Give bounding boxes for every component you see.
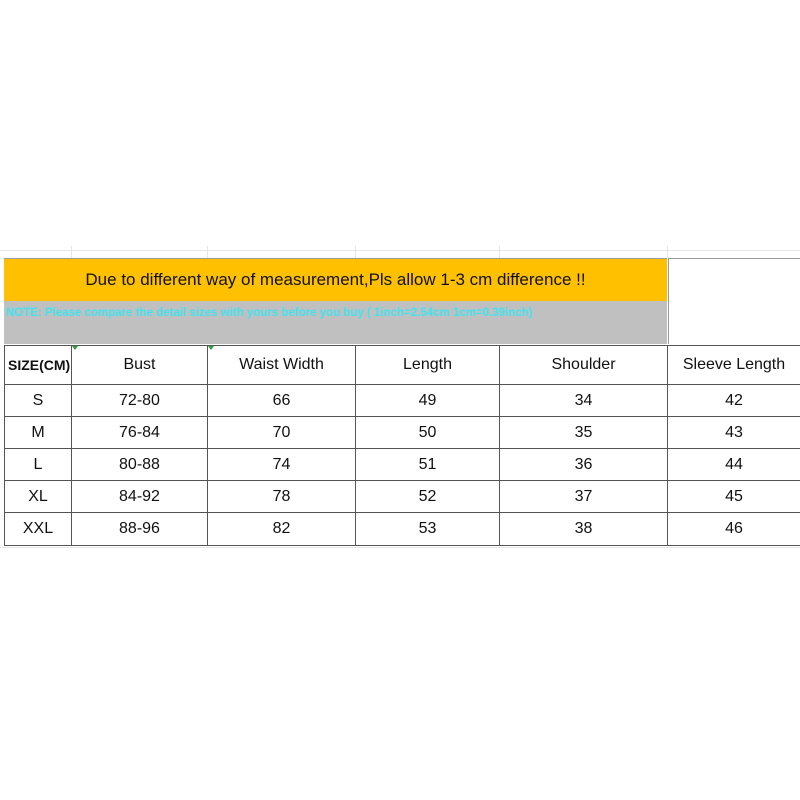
sleeve-cell: 43 — [668, 417, 800, 449]
grid-line — [499, 246, 500, 258]
bust-cell: 76-84 — [72, 417, 208, 449]
sleeve-cell: 42 — [668, 385, 800, 417]
length-cell: 49 — [356, 385, 500, 417]
bust-cell: 88-96 — [72, 513, 208, 546]
bust-cell: 72-80 — [72, 385, 208, 417]
grid-line — [667, 246, 668, 258]
header-waist-width: Waist Width — [208, 346, 356, 385]
shoulder-cell: 38 — [500, 513, 668, 546]
sleeve-cell: 44 — [668, 449, 800, 481]
table-row — [5, 385, 800, 417]
grid-line — [207, 246, 208, 258]
waist-cell: 78 — [208, 481, 356, 513]
header-shoulder: Shoulder — [500, 346, 668, 385]
sleeve-cell: 46 — [668, 513, 800, 546]
length-cell: 52 — [356, 481, 500, 513]
length-cell: 50 — [356, 417, 500, 449]
shoulder-cell: 35 — [500, 417, 668, 449]
table-row — [5, 513, 800, 546]
sleeve-cell: 45 — [668, 481, 800, 513]
bust-cell: 84-92 — [72, 481, 208, 513]
shoulder-cell: 34 — [500, 385, 668, 417]
size-cell: XXL — [5, 513, 72, 546]
header-size: SIZE(CM) — [5, 346, 72, 385]
grid-line — [71, 246, 72, 258]
grid-line — [0, 250, 800, 251]
header-length: Length — [356, 346, 500, 385]
length-cell: 53 — [356, 513, 500, 546]
waist-cell: 82 — [208, 513, 356, 546]
table-row — [5, 417, 800, 449]
table-row — [5, 481, 800, 513]
cell-marker-icon — [208, 346, 214, 350]
header-bust: Bust — [72, 346, 208, 385]
table-row — [5, 449, 800, 481]
shoulder-cell: 36 — [500, 449, 668, 481]
size-cell: M — [5, 417, 72, 449]
header-sleeve-length: Sleeve Length — [668, 346, 800, 385]
size-cell: XL — [5, 481, 72, 513]
grid-line — [0, 547, 800, 548]
banner-empty-cell — [668, 258, 800, 301]
size-table — [4, 345, 800, 546]
size-cell: L — [5, 449, 72, 481]
size-note: NOTE: Please compare the detail sizes with yours before you buy ( 1inch=2.54cm 1cm=0.39inch) — [4, 301, 667, 344]
shoulder-cell: 37 — [500, 481, 668, 513]
note-empty-cell — [668, 301, 800, 344]
waist-cell: 74 — [208, 449, 356, 481]
measurement-notice-banner: Due to different way of measurement,Pls allow 1-3 cm difference !! — [4, 258, 667, 301]
waist-cell: 70 — [208, 417, 356, 449]
header-row — [5, 346, 800, 385]
bust-cell: 80-88 — [72, 449, 208, 481]
waist-cell: 66 — [208, 385, 356, 417]
cell-marker-icon — [72, 346, 78, 350]
length-cell: 51 — [356, 449, 500, 481]
size-cell: S — [5, 385, 72, 417]
grid-line — [355, 246, 356, 258]
